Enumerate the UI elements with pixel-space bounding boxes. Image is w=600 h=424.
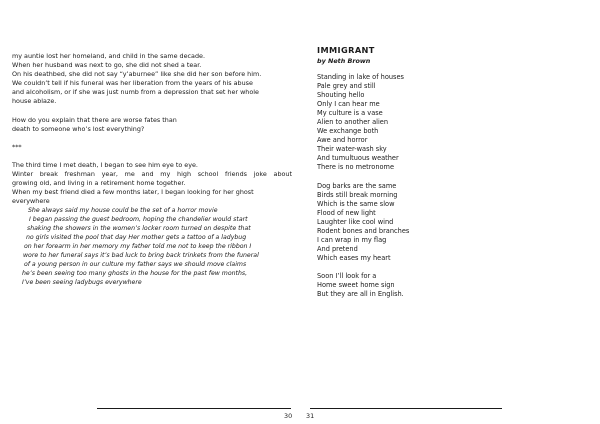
text-line: Winter break freshman year, me and my high school friends joke about (12, 169, 292, 178)
poem-line: Their water-wash sky (317, 145, 387, 154)
italic-line: wore to her funeral says it’s bad luck to bring back trinkets from the funeral (23, 252, 259, 260)
text-line: When my best friend died a few months later, I began looking for her ghost (12, 188, 254, 197)
poem-line: I can wrap in my flag (317, 235, 387, 244)
text-line: house ablaze. (12, 97, 57, 106)
poem-line: Standing in lake of houses (317, 73, 404, 81)
italic-line: on her forearm in her memory my father told me not to keep the ribbon I (24, 243, 252, 251)
page-number: 31 (306, 412, 315, 420)
poem-line: Awe and horror (317, 136, 368, 145)
poem-line: Flood of new light (317, 208, 376, 217)
page-number: 30 (284, 412, 293, 420)
poem-line: Soon I’ll look for a (317, 271, 377, 280)
right-page (300, 0, 600, 424)
poem-line: My culture is a vase (317, 109, 383, 118)
footer-rule (97, 408, 291, 409)
text-line: When her husband was next to go, she did not shed a tear. (12, 61, 202, 70)
poem-title: IMMIGRANT (317, 45, 375, 55)
essay-text (12, 52, 292, 287)
text-line: The third time I met death, I began to see him eye to eye. (12, 160, 198, 169)
poem-line: There is no metronome (317, 163, 395, 172)
text-line: We couldn’t tell if his funeral was her liberation from the years of his abuse (12, 79, 253, 88)
poem-line: Which eases my heart (317, 253, 391, 262)
stanza (317, 272, 409, 299)
text-line: my auntie lost her homeland, and child in the same decade. (12, 52, 205, 60)
italic-line: no girls visited the pool that day Her mother gets a tattoo of a ladybug (26, 234, 247, 242)
paragraph-question (12, 116, 292, 134)
section-separator: *** (12, 142, 22, 151)
footer-rule (310, 408, 502, 409)
poem-line: Birds still break morning (317, 190, 398, 199)
italic-line: I began passing the guest bedroom, hoping the chandelier would start (29, 216, 248, 224)
poem-line: But they are all in English. (317, 290, 404, 299)
italic-line: shaking the showers in the women’s locker room turned on despite that (27, 225, 251, 233)
italic-line: I’ve been seeing ladybugs everywhere (22, 279, 142, 287)
italic-passage (12, 206, 292, 287)
poem-body (317, 73, 409, 299)
text-line: How do you explain that there are worse fates than (12, 115, 177, 124)
poem-line: Only I can hear me (317, 100, 380, 109)
poem-line: Rodent bones and branches (317, 226, 410, 235)
poem-line: Dog barks are the same (317, 181, 397, 190)
text-line: and alcoholism, or if she was just numb from a depression that set her whole (12, 88, 259, 97)
text-line: On his deathbed, she did not say “y’aburnee” like she did her son before him. (12, 70, 262, 79)
text-line: death to someone who’s lost everything? (12, 124, 145, 133)
poem-byline: by Neth Brown (317, 57, 371, 65)
stanza (317, 73, 409, 173)
stanza (317, 182, 409, 263)
text-line: growing old, and living in a retirement home together. (12, 179, 186, 188)
poem-line: Home sweet home sign (317, 280, 395, 289)
paragraph-third-time (12, 161, 292, 206)
poem-line: And tumultuous weather (317, 154, 399, 163)
text-line: everywhere (12, 197, 50, 206)
italic-line: of a young person in our culture my father says we should move claims (24, 261, 247, 269)
italic-line: She always said my house could be the set of a horror movie (28, 207, 218, 215)
poem-line: Pale grey and still (317, 82, 376, 91)
italic-line: he’s been seeing too many ghosts in the house for the past few months, (22, 270, 248, 278)
poem-line: Laughter like cool wind (317, 217, 394, 226)
poem-line: Alien to another alien (317, 118, 389, 127)
poem-line: Which is the same slow (317, 199, 395, 208)
poem-line: And pretend (317, 244, 358, 253)
poem-line: We exchange both (317, 127, 379, 136)
paragraph-auntie (12, 52, 292, 107)
poem-line: Shouting hello (317, 91, 365, 100)
